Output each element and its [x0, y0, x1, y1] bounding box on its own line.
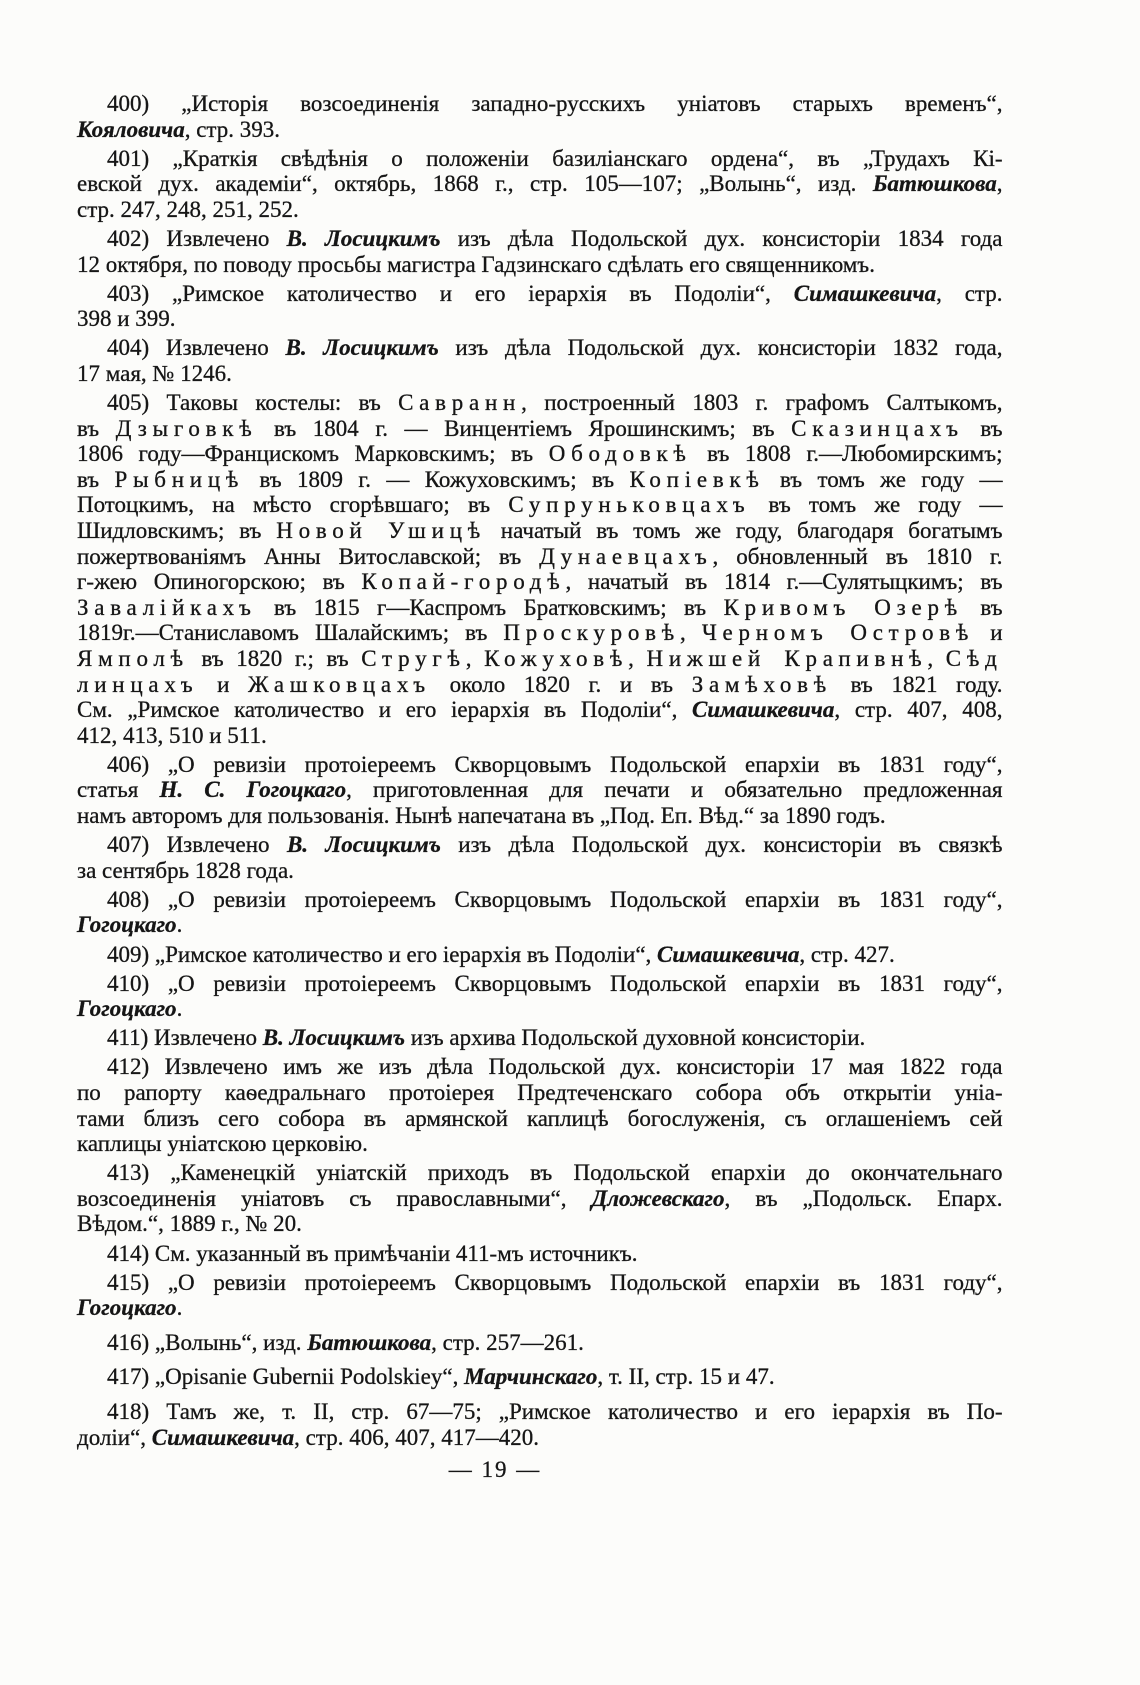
text-run: изъ дѣла Подольской дух. консисторіи 1832 года,: [438, 335, 1003, 361]
person-name: В. Лосицкимъ: [286, 832, 441, 858]
text-run: , стр. 257—261.: [431, 1329, 584, 1355]
footnote-line-text: [77, 518, 1003, 543]
footnote-line: [77, 1364, 1003, 1390]
footnote-line: [77, 281, 1003, 307]
footnote-line-text: [107, 1399, 1003, 1424]
footnote-line: [77, 1025, 1003, 1051]
footnote-line-text: [77, 544, 1003, 569]
footnote-line-text: [107, 390, 1003, 415]
text-run: по рапорту каѳедральнаго протоіерея Предтеченскаго собора объ открытіи уніа-: [77, 1079, 1003, 1105]
footnote-line-text: [77, 697, 1003, 722]
text-run: ,: [996, 171, 1003, 197]
place-name: Супруньковцахъ: [508, 492, 751, 518]
person-name: В. Лосицкимъ: [285, 335, 439, 361]
place-name: Новой Ушицѣ: [276, 518, 486, 543]
footnote-line: [77, 197, 1003, 223]
footnote-line-text: [107, 146, 1003, 171]
text-run: въ томъ же году —: [750, 492, 1003, 518]
text-run: 409) „Римское католичество и его іерархія въ Подоліи“,: [107, 941, 658, 967]
text-run: Шидловскимъ; въ: [77, 518, 277, 543]
place-name: Кривомъ Озерѣ: [723, 594, 963, 620]
text-run: 402) Извлечено: [107, 225, 287, 251]
footnote-line-text: [77, 1425, 539, 1450]
footnote-line: [77, 1106, 1003, 1132]
text-run: евской дух. академіи“, октябрь, 1868 г., стр. 105—107; „Волынь“, изд.: [77, 171, 873, 197]
footnote: [77, 390, 1003, 748]
footnote-line: [77, 1080, 1003, 1106]
text-run: около 1820 г. и въ: [430, 671, 692, 697]
footnote-line: [77, 1211, 1003, 1237]
footnote-line-text: [77, 595, 1003, 620]
text-run: 414) См. указанный въ примѣчаніи 411-мъ источникъ.: [107, 1240, 638, 1266]
text-run: 407) Извлечено: [107, 832, 287, 858]
text-run: статья: [77, 777, 160, 803]
footnote: [77, 1241, 1003, 1267]
footnote: [77, 1160, 1003, 1237]
text-run: .: [176, 1295, 183, 1321]
footnote-line: [77, 91, 1003, 117]
text-run: г-жею Опиногорскою; въ: [77, 569, 362, 595]
footnote-line: [77, 1425, 1003, 1451]
text-run: Вѣдом.“, 1889 г., № 20.: [77, 1211, 302, 1237]
footnote-line-text: [77, 1186, 1003, 1211]
footnote-line: [77, 1295, 1003, 1321]
footnote-line: [77, 492, 1003, 518]
footnote-line-text: [77, 672, 1003, 697]
text-run: въ 1821 году.: [831, 671, 1003, 697]
footnote-line: [77, 146, 1003, 172]
footnote-line: [77, 646, 1003, 672]
place-name: Копай-городѣ: [361, 569, 566, 595]
footnote: [77, 226, 1003, 277]
footnotes-block: [77, 91, 1003, 1483]
text-run: 404) Извлечено: [107, 335, 286, 361]
text-run: возсоединенія уніатовъ съ православными“,: [77, 1185, 592, 1211]
footnote-line-text: [107, 1025, 865, 1050]
text-run: , обновленный въ 1810 г.: [712, 543, 1003, 569]
person-name: Симашкевича: [793, 280, 937, 306]
footnote-line-text: [77, 171, 1003, 196]
footnote-line: [77, 803, 1003, 829]
text-run: , т. II, стр. 15 и 47.: [597, 1364, 775, 1390]
place-name: Ободовкѣ: [548, 441, 692, 467]
footnote-line: [77, 1186, 1003, 1212]
text-run: , стр. 407, 408,: [834, 697, 1003, 723]
text-run: 410) „О ревизіи протоіереемъ Скворцовымъ Подольской епархіи въ 1831 году“,: [107, 970, 1003, 996]
footnote-line: [77, 306, 1003, 332]
footnote-line-text: [77, 117, 280, 142]
text-run: 418) Тамъ же, т. II, стр. 67—75; „Римское католичество и его іерархія въ По-: [107, 1399, 1003, 1424]
footnote-line: [77, 777, 1003, 803]
footnote-line-text: [77, 306, 176, 331]
place-name: Завалійкахъ: [77, 594, 257, 620]
text-run: 17 мая, № 1246.: [77, 360, 232, 386]
text-run: 1819г.—Станиславомъ Шалайскимъ; въ: [77, 620, 504, 646]
footnote-line-text: [77, 1295, 182, 1320]
footnote-line: [77, 595, 1003, 621]
text-run: въ 1804 г. — Винцентіемъ Ярошинскимъ; въ: [257, 415, 792, 441]
text-run: 400) „Исторія возсоединенія западно-русскихъ уніатовъ старыхъ временъ“,: [107, 91, 1003, 116]
text-run: стр. 247, 248, 251, 252.: [77, 196, 299, 222]
place-name: Копіевкѣ: [629, 466, 765, 492]
place-name: Проскуровѣ: [503, 620, 680, 646]
footnote-line-text: [77, 620, 1003, 645]
footnote-line-text: [107, 91, 1003, 116]
footnote-line-text: [77, 441, 1003, 466]
text-run: въ томъ же году —: [764, 466, 1003, 492]
text-run: , стр. 393.: [184, 116, 281, 142]
text-run: въ 1820 г.; въ: [188, 645, 362, 671]
footnote-line-text: [77, 1211, 302, 1236]
footnote-line: [77, 441, 1003, 467]
place-name: Дзыговкѣ: [115, 415, 258, 441]
footnote-line: [77, 226, 1003, 252]
text-run: 398 и 399.: [77, 306, 176, 332]
place-name: Рыбницѣ: [114, 466, 245, 492]
text-run: и: [974, 620, 1003, 646]
footnote-line-text: [107, 335, 1003, 360]
text-run: , въ „Подольск. Епарх.: [724, 1185, 1003, 1211]
person-name: Батюшкова: [307, 1329, 432, 1355]
footnote-line-text: [107, 1330, 584, 1355]
footnote-line: [77, 1160, 1003, 1186]
footnote-line-text: [107, 1160, 1003, 1185]
footnote-line-text: [107, 942, 895, 967]
text-run: 1806 году—Францискомъ Марковскимъ; въ: [77, 441, 549, 467]
footnote-line-text: [77, 197, 299, 222]
footnote-line: [77, 467, 1003, 493]
text-run: въ: [963, 415, 1003, 441]
footnote-line-text: [107, 1364, 775, 1389]
footnote: [77, 1399, 1003, 1450]
text-run: изъ дѣла Подольской дух. консисторіи 1834 года: [440, 225, 1003, 251]
text-run: ,: [465, 645, 485, 671]
text-run: , построенный 1803 г. графомъ Салтыкомъ,: [521, 390, 1003, 416]
footnote-line-text: [107, 832, 1003, 857]
footnote-line-text: [77, 492, 1003, 517]
footnote-line-text: [107, 281, 1003, 306]
person-name: Гогоцкаго: [77, 912, 177, 938]
footnote-line: [77, 912, 1003, 938]
place-name: Жашковцахъ: [248, 671, 431, 697]
text-run: изъ дѣла Подольской дух. консисторіи въ связкѣ: [440, 832, 1003, 858]
text-run: въ 1808 г.—Любомирскимъ;: [691, 441, 1003, 467]
person-name: Гогоцкаго: [77, 1295, 177, 1321]
text-run: 406) „О ревизіи протоіереемъ Скворцовымъ Подольской епархіи въ 1831 году“,: [107, 751, 1003, 777]
footnote-line: [77, 723, 1003, 749]
footnote-line-text: [77, 803, 886, 828]
place-name: Ямполѣ: [77, 645, 189, 671]
text-run: 403) „Римское католичество и его іерархія въ Подоліи“,: [107, 280, 794, 306]
person-name: Симашкевича: [692, 697, 835, 723]
text-run: начатый въ томъ же году, благодаря богатымъ: [486, 518, 1003, 543]
footnote-line: [77, 335, 1003, 361]
footnote-line: [77, 672, 1003, 698]
text-run: 412, 413, 510 и 511.: [77, 722, 267, 748]
place-name: Кожуховѣ: [484, 645, 629, 671]
footnote-line-text: [77, 467, 1003, 492]
place-name: Черномъ Островѣ: [701, 620, 975, 646]
footnote-line: [77, 1054, 1003, 1080]
text-run: 413) „Каменецкій уніатскій приходъ въ Подольской епархіи до окончательнаго: [107, 1160, 1003, 1186]
text-run: ,: [628, 645, 647, 671]
text-run: , приготовленная для печати и обязательно предложенная: [346, 777, 1003, 803]
footnote-line: [77, 887, 1003, 913]
text-run: 416) „Волынь“, изд.: [107, 1329, 308, 1355]
footnote-line-text: [77, 1106, 1003, 1131]
person-name: Марчинскаго: [464, 1364, 598, 1390]
footnote: [77, 887, 1003, 938]
place-name: Нижшей Крапивнѣ: [646, 645, 928, 671]
text-run: , стр. 406, 407, 417—420.: [294, 1424, 539, 1450]
page-number: — 19 —: [448, 1457, 542, 1483]
person-name: Н. С. Гогоцкаго: [159, 777, 347, 803]
person-name: В. Лосицкимъ: [286, 225, 441, 251]
footnote-line-text: [77, 996, 182, 1021]
footnote-line: [77, 416, 1003, 442]
footnote: [77, 1054, 1003, 1156]
footnote: [77, 752, 1003, 829]
footnote: [77, 281, 1003, 332]
text-run: .: [176, 912, 183, 938]
text-run: въ: [77, 415, 116, 441]
text-run: въ: [962, 594, 1003, 620]
footnote-line-text: [77, 1080, 1003, 1105]
text-run: изъ архива Подольской духовной консисторіи.: [405, 1025, 866, 1051]
text-run: 401) „Краткія свѣдѣнія о положеніи базиліанскаго ордена“, въ „Трудахъ Кі-: [107, 145, 1003, 171]
text-run: въ: [77, 466, 115, 492]
footnote-line: [77, 752, 1003, 778]
footnote-line-text: [77, 252, 875, 277]
footnote-line: [77, 942, 1003, 968]
footnote-line-text: [77, 416, 1003, 441]
place-name: Стругѣ: [361, 645, 466, 671]
person-name: Батюшкова: [872, 171, 997, 197]
footnote-line: [77, 697, 1003, 723]
text-run: 405) Таковы костелы: въ: [107, 390, 399, 416]
text-run: , начатый въ 1814 г.—Сулятыцкимъ; въ: [565, 569, 1003, 595]
footnote: [77, 91, 1003, 142]
text-run: доліи“,: [77, 1424, 152, 1450]
person-name: Дложевскаго: [591, 1185, 725, 1211]
footnote-line-text: [77, 777, 1002, 802]
text-run: въ 1809 г. — Кожуховскимъ; въ: [244, 466, 630, 492]
footnote-line: [77, 361, 1003, 387]
footnote: [77, 1364, 1003, 1390]
text-run: за сентябрь 1828 года.: [77, 857, 294, 883]
footnote-line-text: [107, 1241, 638, 1266]
text-run: 408) „О ревизіи протоіереемъ Скворцовымъ Подольской епархіи въ 1831 году“,: [107, 886, 1003, 912]
footnote: [77, 335, 1003, 386]
footnote-line: [77, 171, 1003, 197]
footnote-list: [77, 91, 1003, 1450]
place-name: Сказинцахъ: [791, 415, 964, 441]
text-run: , стр. 427.: [799, 941, 895, 967]
footnote-line: [77, 569, 1003, 595]
footnote-line: [77, 996, 1003, 1022]
footnote-line-text: [107, 1270, 1003, 1295]
person-name: Симашкевича: [151, 1424, 295, 1450]
footnote-line: [77, 1241, 1003, 1267]
place-name: Дунаевцахъ: [539, 543, 713, 569]
text-run: каплицы уніатскою церковію.: [77, 1131, 368, 1157]
footnote: [77, 1330, 1003, 1356]
footnote-line: [77, 518, 1003, 544]
footnote: [77, 146, 1003, 223]
footnote-line-text: [77, 569, 1003, 594]
text-run: ,: [927, 645, 946, 671]
place-name: линцахъ: [77, 671, 199, 697]
place-name: Савранн: [398, 390, 522, 416]
footnote-line: [77, 1270, 1003, 1296]
footnote-line: [77, 858, 1003, 884]
person-name: Симашкевича: [657, 941, 800, 967]
footnote-line-text: [77, 858, 294, 883]
footnote-line-text: [107, 971, 1003, 996]
place-name: Сѣд: [945, 645, 1003, 671]
text-run: См. „Римское католичество и его іерархія въ Подоліи“,: [77, 697, 693, 723]
footnote-line: [77, 1131, 1003, 1157]
text-run: .: [176, 996, 183, 1022]
text-run: въ 1815 г—Каспромъ Братковскимъ; въ: [256, 594, 724, 620]
text-run: 12 октября, по поводу просьбы магистра Гадзинскаго сдѣлать его священникомъ.: [77, 251, 875, 277]
person-name: В. Лосицкимъ: [262, 1025, 405, 1051]
footnote-line-text: [107, 752, 1003, 777]
footnote-line-text: [107, 887, 1003, 912]
footnote: [77, 942, 1003, 968]
footnote: [77, 832, 1003, 883]
text-run: Потоцкимъ, на мѣсто сгорѣвшаго; въ: [77, 492, 509, 518]
text-run: ,: [680, 620, 702, 646]
footnote-line-text: [107, 226, 1003, 251]
footnote-line: [77, 1330, 1003, 1356]
footnote-line-text: [77, 361, 232, 386]
footnote: [77, 971, 1003, 1022]
text-run: намъ авторомъ для пользованія. Нынѣ напечатана въ „Под. Еп. Вѣд.“ за 1890 годъ.: [77, 803, 886, 829]
text-run: 417) „Opisanie Gubernii Podolskiey“,: [107, 1364, 465, 1390]
text-run: 411) Извлечено: [107, 1025, 263, 1051]
footnote-line: [77, 390, 1003, 416]
footnote-line-text: [77, 912, 182, 937]
text-run: пожертвованіямъ Анны Витославской; въ: [77, 543, 540, 569]
footnote-line-text: [77, 1131, 368, 1156]
footnote-line-text: [107, 1054, 1003, 1079]
footnote-line: [77, 832, 1003, 858]
footnote-line: [77, 117, 1003, 143]
person-name: Кояловича: [77, 116, 185, 142]
footnote: [77, 1025, 1003, 1051]
footnote-line-text: [77, 723, 267, 748]
footnote-line-text: [77, 646, 1003, 671]
person-name: Гогоцкаго: [77, 996, 177, 1022]
footnote-line: [77, 544, 1003, 570]
place-name: Замѣховѣ: [691, 671, 832, 697]
text-run: и: [198, 671, 249, 697]
footnote-line: [77, 252, 1003, 278]
footnote: [77, 1270, 1003, 1321]
text-run: 415) „О ревизіи протоіереемъ Скворцовымъ Подольской епархіи въ 1831 году“,: [107, 1269, 1003, 1295]
footnote-line: [77, 971, 1003, 997]
text-run: 412) Извлечено имъ же изъ дѣла Подольской дух. консисторіи 17 мая 1822 года: [107, 1054, 1003, 1080]
text-run: тами близъ сего собора въ армянской каплицѣ богослуженія, съ оглашеніемъ сей: [77, 1105, 1003, 1131]
footnote-line: [77, 620, 1003, 646]
text-run: , стр.: [936, 280, 1003, 306]
footnote-line: [77, 1399, 1003, 1425]
